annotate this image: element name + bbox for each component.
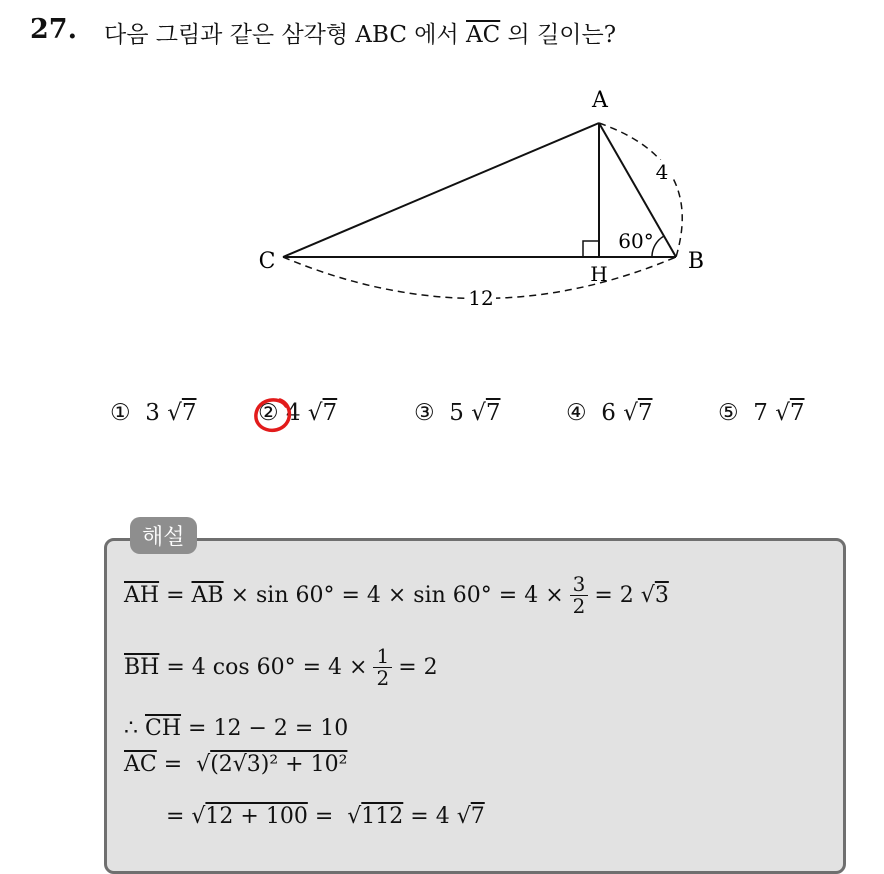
vertex-label-h: H	[590, 262, 608, 286]
solution-tag: 해설	[130, 517, 197, 554]
solution-line-3: ∴ $\overline{CH}$ = 12 − 2 = 10	[124, 716, 349, 741]
vertex-label-c: C	[258, 249, 276, 274]
option-3[interactable]: ③ 5 √7	[414, 400, 501, 426]
question-number: 27.	[30, 14, 77, 45]
segment-ac: $\overline{AC}$	[466, 22, 501, 48]
option-1[interactable]: ① 3 √7	[110, 400, 197, 426]
triangle-figure	[0, 0, 884, 330]
solution-line-4: $\overline{AC}$ = √ (2√3)² + 10²	[124, 752, 348, 777]
solution-line-5: = √ 12 + 100 = √ 112 = 4 √ 7	[165, 804, 485, 829]
side-ca	[283, 123, 599, 257]
option-4[interactable]: ④ 6 √7	[566, 400, 653, 426]
question-text: 다음 그림과 같은 삼각형 ABC 에서 $\overline{AC}$ 의 길이는?	[104, 22, 617, 48]
right-angle-mark	[583, 241, 599, 257]
solution-line-2: $\overline{BH}$ = 4 cos 60° = 4 × $\frac{1}{2}$ = 2	[124, 644, 438, 690]
option-2[interactable]: ② 4 √7	[258, 400, 338, 426]
vertex-label-a: A	[592, 88, 608, 113]
angle-label-b: 60°	[618, 229, 654, 253]
vertex-label-b: B	[687, 249, 705, 274]
side-label-ab: 4	[655, 160, 669, 184]
solution-line-1: $\overline{AH}$ = $\overline{AB}$ × sin 60° = 4 × sin 60° = 4 × $\frac{3}{2}$ = 2 √ 3	[124, 572, 669, 618]
answer-circle-mark	[250, 394, 294, 438]
side-label-bc: 12	[468, 286, 494, 310]
angle-b-arc	[652, 236, 664, 257]
option-5[interactable]: ⑤ 7 √7	[718, 400, 805, 426]
